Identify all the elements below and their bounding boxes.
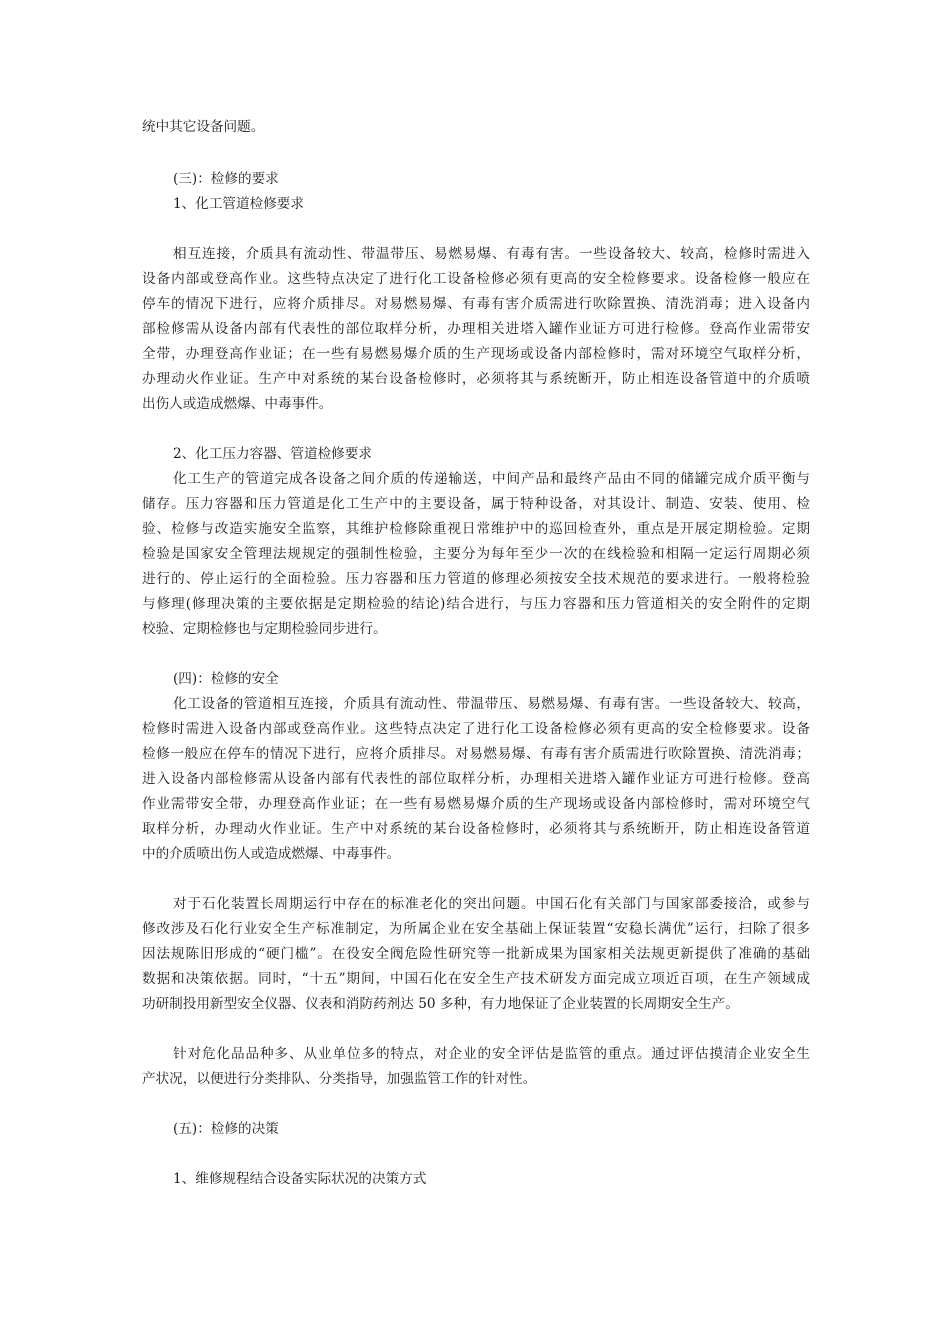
paragraph-line: 停车的情况下进行，应将介质排尽。对易燃易爆、有毒有害介质需进行吹除置换、清洗消毒；进入设备内 <box>142 296 810 312</box>
paragraph-line: 办理动火作业证。生产中对系统的某台设备检修时，必须将其与系统断开，防止相连设备管道中的介质喷 <box>142 371 810 387</box>
paragraph-line: 出伤人或造成燃爆、中毒事件。 <box>142 396 333 412</box>
paragraph-line: 校验、定期检修也与定期检验同步进行。 <box>142 621 387 637</box>
paragraph-line: 设备内部或登高作业。这些特点决定了进行化工设备检修必须有更高的安全检修要求。设备检修一般应在 <box>142 271 810 287</box>
paragraph-line: 中的介质喷出伤人或造成燃爆、中毒事件。 <box>142 846 401 862</box>
paragraph-line: 对于石化装置长周期运行中存在的标准老化的突出问题。中国石化有关部门与国家部委接洽，或参与 <box>173 896 810 912</box>
paragraph-line: 验、检修与改造实施安全监察，其维护检修除重视日常维护中的巡回检查外，重点是开展定期检验。定期 <box>142 521 810 537</box>
paragraph-line: 功研制投用新型安全仪器、仪表和消防药剂达 50 多种，有力地保证了企业装置的长周期安全生产。 <box>142 996 739 1012</box>
paragraph-line: 作业需带安全带，办理登高作业证；在一些有易燃易爆介质的生产现场或设备内部检修时，需对环境空气 <box>142 796 810 812</box>
paragraph-line: 修改涉及石化行业安全生产标准制定，为所属企业在安全基础上保证装置“安稳长满优”运行，扫除了很多 <box>142 921 810 937</box>
paragraph-line: 因法规陈旧形成的“硬门槛”。在役安全阀危险性研究等一批新成果为国家相关法规更新提供了准确的基础 <box>142 946 810 962</box>
subsection-heading-1: 1、维修规程结合设备实际状况的决策方式 <box>173 1171 427 1187</box>
paragraph-line: 产状况，以便进行分类排队、分类指导，加强监管工作的针对性。 <box>142 1071 537 1087</box>
paragraph-line: 储存。压力容器和压力管道是化工生产中的主要设备，属于特种设备，对其设计、制造、安装、使用、检 <box>142 496 810 512</box>
paragraph-line: 与修理(修理决策的主要依据是定期检验的结论)结合进行，与压力容器和压力管道相关的安全附件的定期 <box>142 596 810 612</box>
paragraph-line: 检修时需进入设备内部或登高作业。这些特点决定了进行化工设备检修必须有更高的安全检修要求。设备 <box>142 721 810 737</box>
paragraph-line: 化工生产的管道完成各设备之间介质的传递输送，中间产品和最终产品由不同的储罐完成介质平衡与 <box>173 471 810 487</box>
paragraph-continuation: 统中其它设备问题。 <box>142 119 265 135</box>
paragraph-line: 取样分析，办理动火作业证。生产中对系统的某台设备检修时，必须将其与系统断开，防止相连设备管道 <box>142 821 810 837</box>
paragraph-line: 针对危化品品种多、从业单位多的特点，对企业的安全评估是监管的重点。通过评估摸清企业安全生 <box>173 1046 810 1062</box>
paragraph-line: 数据和决策依据。同时，“十五”期间，中国石化在安全生产技术研发方面完成立项近百项，在生产领域成 <box>142 971 810 987</box>
paragraph-line: 全带，办理登高作业证；在一些有易燃易爆介质的生产现场或设备内部检修时，需对环境空气取样分析， <box>142 346 810 362</box>
section-heading-4: (四)：检修的安全 <box>173 671 279 687</box>
paragraph-line: 化工设备的管道相互连接，介质具有流动性、带温带压、易燃易爆、有毒有害。一些设备较大、较高， <box>173 696 810 712</box>
paragraph-line: 相互连接，介质具有流动性、带温带压、易燃易爆、有毒有害。一些设备较大、较高，检修时需进入 <box>173 246 810 262</box>
section-heading-5: (五)：检修的决策 <box>173 1121 279 1137</box>
paragraph-line: 部检修需从设备内部有代表性的部位取样分析，办理相关进塔入罐作业证方可进行检修。登高作业需带安 <box>142 321 810 337</box>
subsection-heading-1: 1、化工管道检修要求 <box>173 196 304 212</box>
paragraph-line: 进行的、停止运行的全面检验。压力容器和压力管道的修理必须按安全技术规范的要求进行。一般将检验 <box>142 571 810 587</box>
paragraph-line: 检验是国家安全管理法规规定的强制性检验，主要分为每年至少一次的在线检验和相隔一定运行周期必须 <box>142 546 810 562</box>
section-heading-3: (三)：检修的要求 <box>173 171 279 187</box>
subsection-heading-2: 2、化工压力容器、管道检修要求 <box>173 446 372 462</box>
paragraph-line: 进入设备内部检修需从设备内部有代表性的部位取样分析，办理相关进塔入罐作业证方可进行检修。登高 <box>142 771 810 787</box>
paragraph-line: 检修一般应在停车的情况下进行，应将介质排尽。对易燃易爆、有毒有害介质需进行吹除置换、清洗消毒； <box>142 746 810 762</box>
